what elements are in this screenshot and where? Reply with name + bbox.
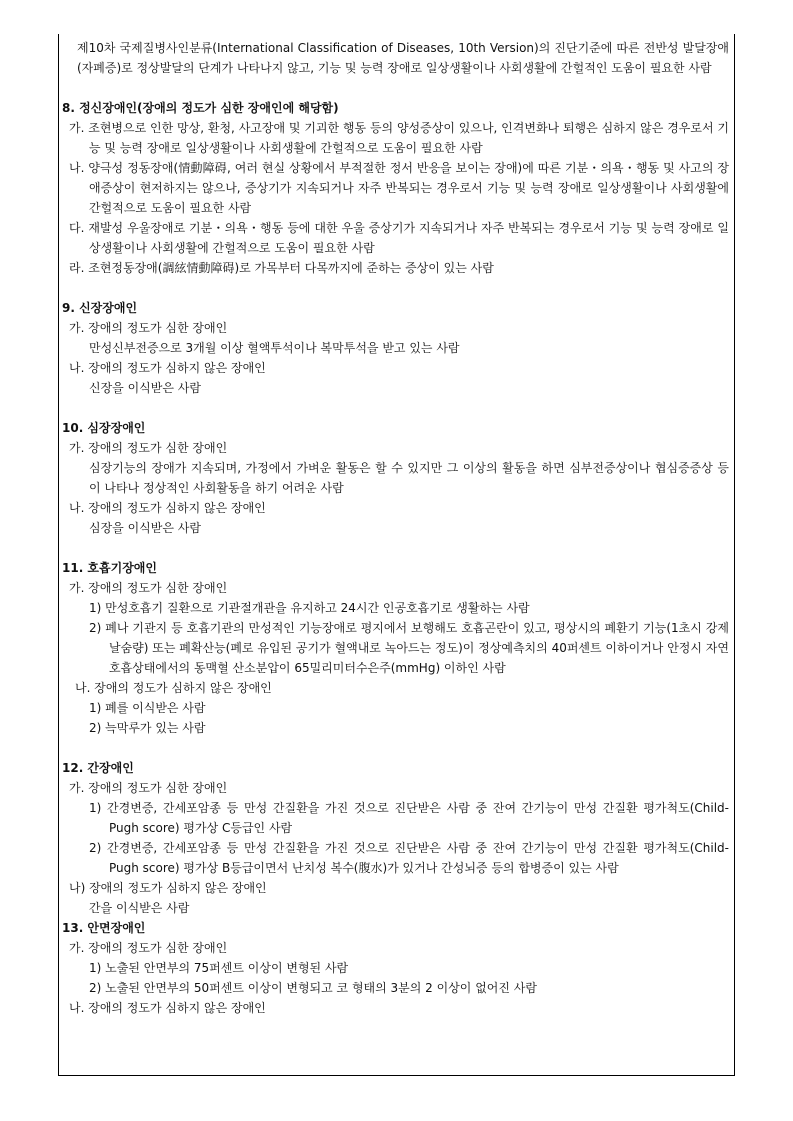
section-10-title: 10. 심장장애인 bbox=[62, 421, 146, 435]
section-12-item-ga-1: 1) 간경변증, 간세포암종 등 만성 간질환을 가진 것으로 진단받은 사람 중 잔여 간기능이 만성 간질환 평가척도(Child-Pugh score) 평가상 C등급인 사람 bbox=[89, 801, 729, 835]
document-content bbox=[59, 38, 734, 1018]
section-12-item-ga-2: 2) 간경변증, 간세포암종 등 만성 간질환을 가진 것으로 진단받은 사람 중 잔여 간기능이 만성 간질환 평가척도(Child-Pugh score) 평가상 B등급이면서 난치성 복수(腹水)가 있거나 간성뇌증 등의 합병증이 있는 사람 bbox=[89, 841, 729, 875]
section-9-item-na: 나. 장애의 정도가 심하지 않은 장애인 bbox=[69, 361, 266, 375]
section-12-item-na: 나) 장애의 정도가 심하지 않은 장애인 bbox=[69, 881, 267, 895]
section-13-item-ga-1: 1) 노출된 안면부의 75퍼센트 이상이 변형된 사람 bbox=[89, 961, 349, 975]
spacer bbox=[59, 278, 734, 298]
section-10-item-na-body: 심장을 이식받은 사람 bbox=[89, 521, 201, 535]
spacer bbox=[59, 398, 734, 418]
section-12-title: 12. 간장애인 bbox=[62, 761, 134, 775]
section-9-item-ga: 가. 장애의 정도가 심한 장애인 bbox=[69, 321, 228, 335]
section-10-item-na: 나. 장애의 정도가 심하지 않은 장애인 bbox=[69, 501, 266, 515]
section-8-item-ga: 가. 조현병으로 인한 망상, 환청, 사고장애 및 기괴한 행동 등의 양성증상이 있으나, 인격변화나 퇴행은 심하지 않은 경우로서 기능 및 능력 장애로 일상생활이나 사회생활에 간헐적으로 도움이 필요한 사람 bbox=[69, 121, 729, 155]
document-frame bbox=[58, 34, 735, 1076]
section-11-item-ga-2: 2) 폐나 기관지 등 호흡기관의 만성적인 기능장애로 평지에서 보행해도 호흡곤란이 있고, 평상시의 폐환기 기능(1초시 강제날숨량) 또는 폐확산능(폐로 유입된 공기가 혈액내로 녹아드는 정도)이 정상예측치의 40퍼센트 이하이거나 안정시 자연호흡상태에서의 동맥혈 산소분압이 65밀리미터수은주(mmHg) 이하인 사람 bbox=[89, 621, 729, 675]
section-10-item-ga-body: 심장기능의 장애가 지속되며, 가정에서 가벼운 활동은 할 수 있지만 그 이상의 활동을 하면 심부전증상이나 협심증증상 등이 나타나 정상적인 사회활동을 하기 어려운 사람 bbox=[89, 461, 729, 495]
section-9-item-ga-body: 만성신부전증으로 3개월 이상 혈액투석이나 복막투석을 받고 있는 사람 bbox=[89, 341, 460, 355]
section-9-item-na-body: 신장을 이식받은 사람 bbox=[89, 381, 201, 395]
spacer bbox=[59, 78, 734, 98]
autism-criteria-paragraph: 제10차 국제질병사인분류(International Classification of Diseases, 10th Version)의 진단기준에 따른 전반성 발달장애(자폐증)로 정상발달의 단계가 나타나지 않고, 기능 및 능력 장애로 일상생활이나 사회생활에 간헐적인 도움이 필요한 사람 bbox=[77, 41, 729, 75]
section-8-item-ra: 라. 조현정동장애(調絃情動障碍)로 가목부터 다목까지에 준하는 증상이 있는 사람 bbox=[69, 261, 494, 275]
section-11-item-na-2: 2) 늑막루가 있는 사람 bbox=[89, 721, 206, 735]
section-13-title: 13. 안면장애인 bbox=[62, 921, 146, 935]
section-11-title: 11. 호흡기장애인 bbox=[62, 561, 157, 575]
section-13-item-ga: 가. 장애의 정도가 심한 장애인 bbox=[69, 941, 228, 955]
section-13-item-na: 나. 장애의 정도가 심하지 않은 장애인 bbox=[69, 1001, 266, 1015]
section-8-title: 8. 정신장애인(장애의 정도가 심한 장애인에 해당함) bbox=[62, 101, 339, 115]
section-11-item-ga-1: 1) 만성호흡기 질환으로 기관절개관을 유지하고 24시간 인공호흡기로 생활하는 사람 bbox=[89, 601, 530, 615]
section-11-item-na-1: 1) 폐를 이식받은 사람 bbox=[89, 701, 206, 715]
section-8-item-da: 다. 재발성 우울장애로 기분・의욕・행동 등에 대한 우울 증상기가 지속되거나 자주 반복되는 경우로서 기능 및 능력 장애로 일상생활이나 사회생활에 간헐적으로 도움이 필요한 사람 bbox=[69, 221, 729, 255]
section-12-item-na-body: 간을 이식받은 사람 bbox=[89, 901, 190, 915]
spacer bbox=[59, 738, 734, 758]
section-11-item-na: 나. 장애의 정도가 심하지 않은 장애인 bbox=[75, 681, 272, 695]
section-9-title: 9. 신장장애인 bbox=[62, 301, 138, 315]
spacer bbox=[59, 538, 734, 558]
section-13-item-ga-2: 2) 노출된 안면부의 50퍼센트 이상이 변형되고 코 형태의 3분의 2 이상이 없어진 사람 bbox=[89, 981, 537, 995]
section-12-item-ga: 가. 장애의 정도가 심한 장애인 bbox=[69, 781, 228, 795]
section-10-item-ga: 가. 장애의 정도가 심한 장애인 bbox=[69, 441, 228, 455]
section-8-item-na: 나. 양극성 정동장애(情動障碍, 여러 현실 상황에서 부적절한 정서 반응을 보이는 장애)에 따른 기분・의욕・행동 및 사고의 장애증상이 현저하지는 않으나, 증상기가 지속되거나 자주 반복되는 경우로서 기능 및 능력 장애로 일상생활이나 사회생활에 간헐적으로 도움이 필요한 사람 bbox=[69, 161, 729, 215]
section-11-item-ga: 가. 장애의 정도가 심한 장애인 bbox=[69, 581, 228, 595]
